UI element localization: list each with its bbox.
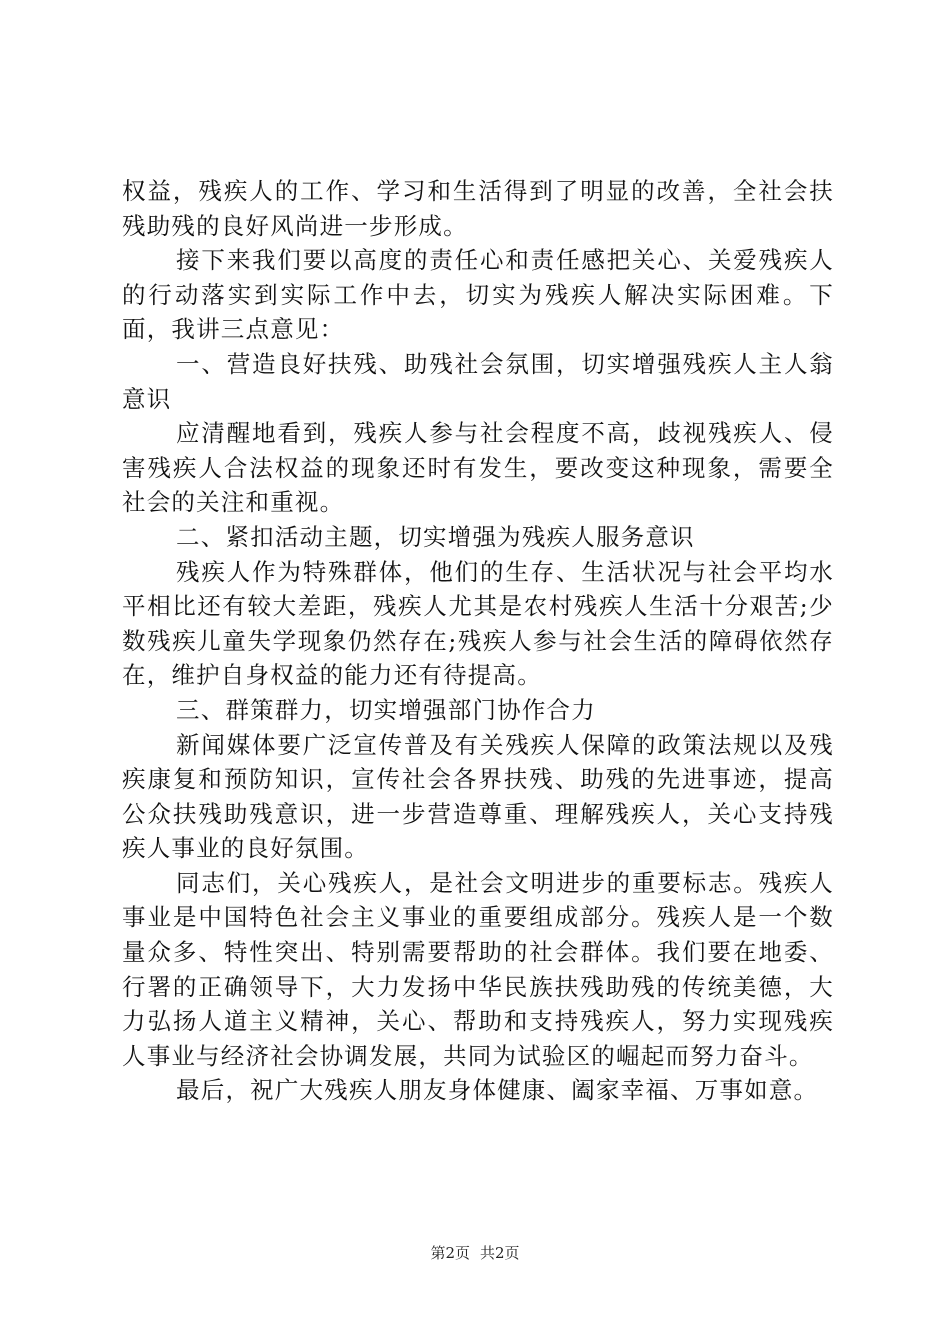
section-heading-2: 二、紧扣活动主题，切实增强为残疾人服务意识 [176,522,695,551]
paragraph: 残疾人作为特殊群体，他们的生存、生活状况与社会平均水平相比还有较大差距，残疾人尤其是农村残疾人生活十分艰苦;少数残疾儿童失学现象仍然存在;残疾人参与社会生活的障碍依然存在，维护自身权益的能力还有待提高。 [122,557,834,690]
closing-paragraph: 最后，祝广大残疾人朋友身体健康、阖家幸福、万事如意。 [176,1076,819,1105]
paragraph: 权益，残疾人的工作、学习和生活得到了明显的改善，全社会扶残助残的良好风尚进一步形成。 [122,177,834,240]
section-heading-3: 三、群策群力，切实增强部门协作合力 [176,695,596,724]
page-footer [0,1243,950,1263]
page-number: 第2页 [430,1244,470,1262]
document-body [122,174,834,1108]
paragraph: 应清醒地看到，残疾人参与社会程度不高，歧视残疾人、侵害残疾人合法权益的现象还时有发生，要改变这种现象，需要全社会的关注和重视。 [122,419,834,517]
page-total: 共2页 [480,1244,520,1262]
section-heading-1: 一、营造良好扶残、助残社会氛围，切实增强残疾人主人翁意识 [122,349,834,413]
paragraph: 新闻媒体要广泛宣传普及有关残疾人保障的政策法规以及残疾康复和预防知识，宣传社会各界扶残、助残的先进事迹，提高公众扶残助残意识，进一步营造尊重、理解残疾人，关心支持残疾人事业的良好氛围。 [122,730,834,863]
paragraph: 接下来我们要以高度的责任心和责任感把关心、关爱残疾人的行动落实到实际工作中去，切实为残疾人解决实际困难。下面，我讲三点意见： [122,246,834,344]
paragraph: 同志们，关心残疾人，是社会文明进步的重要标志。残疾人事业是中国特色社会主义事业的重要组成部分。残疾人是一个数量众多、特性突出、特别需要帮助的社会群体。我们要在地委、行署的正确领导下，大力发扬中华民族扶残助残的传统美德，大力弘扬人道主义精神，关心、帮助和支持残疾人，努力实现残疾人事业与经济社会协调发展，共同为试验区的崛起而努力奋斗。 [122,868,834,1070]
